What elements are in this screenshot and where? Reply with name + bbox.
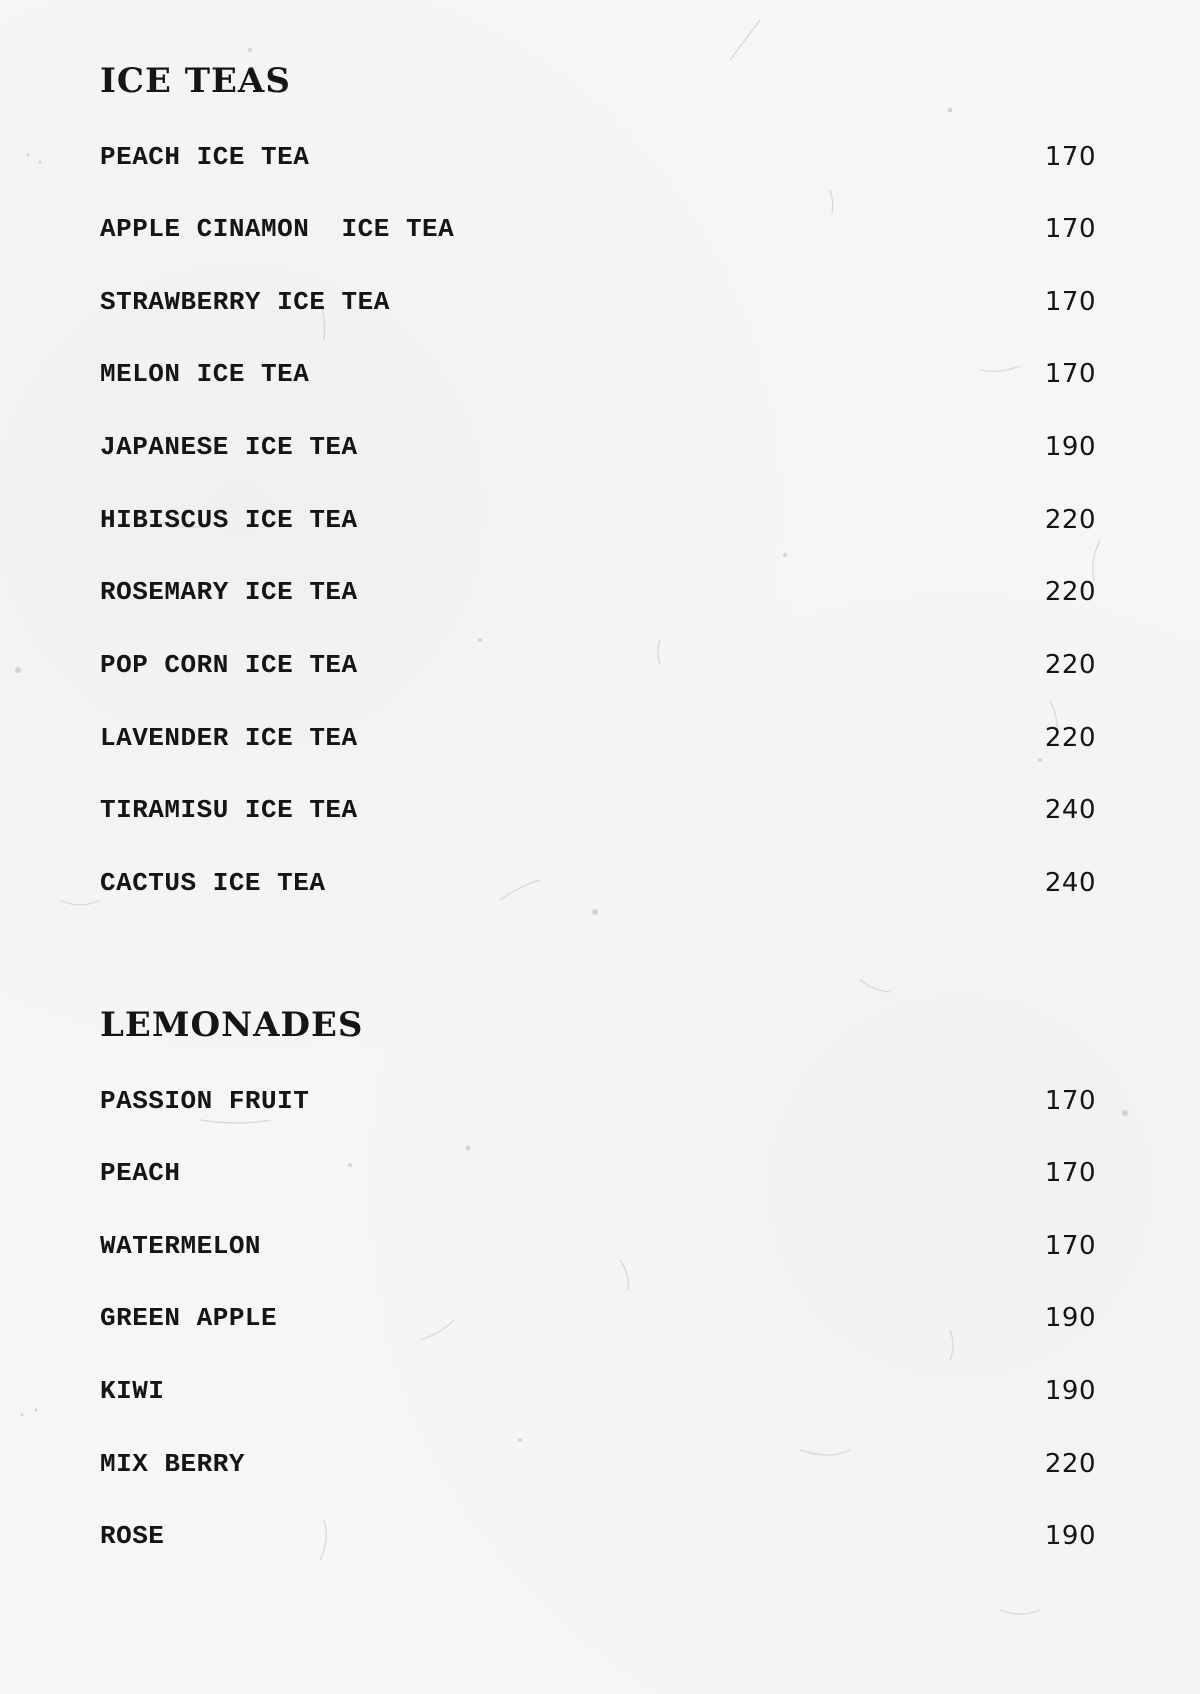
item-price: 220 [1044, 577, 1096, 607]
item-name: PEACH ICE TEA [100, 142, 310, 172]
item-price: 170 [1044, 1086, 1096, 1116]
item-name: PEACH [100, 1158, 181, 1188]
menu-item [100, 1447, 1096, 1481]
menu-item [100, 793, 1096, 827]
section-title-ice-teas: ICE TEAS [100, 61, 291, 101]
item-price: 190 [1044, 1303, 1096, 1333]
item-name: JAPANESE ICE TEA [100, 432, 358, 462]
item-price: 240 [1044, 868, 1096, 898]
item-price: 170 [1044, 287, 1096, 317]
menu-item [100, 430, 1096, 464]
item-price: 170 [1044, 359, 1096, 389]
item-name: APPLE CINAMON ICE TEA [100, 214, 455, 244]
item-price: 190 [1044, 1376, 1096, 1406]
item-price: 170 [1044, 1231, 1096, 1261]
menu-item [100, 1229, 1096, 1263]
menu-item [100, 866, 1096, 900]
item-name: MELON ICE TEA [100, 359, 310, 389]
item-name: STRAWBERRY ICE TEA [100, 287, 390, 317]
item-name: MIX BERRY [100, 1449, 245, 1479]
item-name: KIWI [100, 1376, 165, 1406]
menu-item [100, 285, 1096, 319]
item-name: PASSION FRUIT [100, 1086, 310, 1116]
item-name: CACTUS ICE TEA [100, 868, 326, 898]
item-name: HIBISCUS ICE TEA [100, 505, 358, 535]
item-name: POP CORN ICE TEA [100, 650, 358, 680]
menu-item [100, 1084, 1096, 1118]
item-price: 170 [1044, 142, 1096, 172]
menu-item [100, 140, 1096, 174]
item-price: 220 [1044, 723, 1096, 753]
item-price: 220 [1044, 1449, 1096, 1479]
item-price: 220 [1044, 505, 1096, 535]
item-name: GREEN APPLE [100, 1303, 278, 1333]
item-price: 240 [1044, 795, 1096, 825]
menu-item [100, 1301, 1096, 1335]
item-price: 170 [1044, 214, 1096, 244]
menu-item [100, 1519, 1096, 1553]
item-name: LAVENDER ICE TEA [100, 723, 358, 753]
menu-item [100, 1156, 1096, 1190]
item-name: ROSE [100, 1521, 165, 1551]
item-name: TIRAMISU ICE TEA [100, 795, 358, 825]
item-price: 190 [1044, 432, 1096, 462]
section-title-lemonades: LEMONADES [100, 1005, 364, 1045]
menu-item [100, 1374, 1096, 1408]
item-price: 220 [1044, 650, 1096, 680]
item-name: WATERMELON [100, 1231, 262, 1261]
item-name: ROSEMARY ICE TEA [100, 577, 358, 607]
menu-item [100, 721, 1096, 755]
menu-item [100, 212, 1096, 246]
menu-item [100, 503, 1096, 537]
item-price: 190 [1044, 1521, 1096, 1551]
menu-item [100, 357, 1096, 391]
menu-item [100, 575, 1096, 609]
menu-item [100, 648, 1096, 682]
item-price: 170 [1044, 1158, 1096, 1188]
